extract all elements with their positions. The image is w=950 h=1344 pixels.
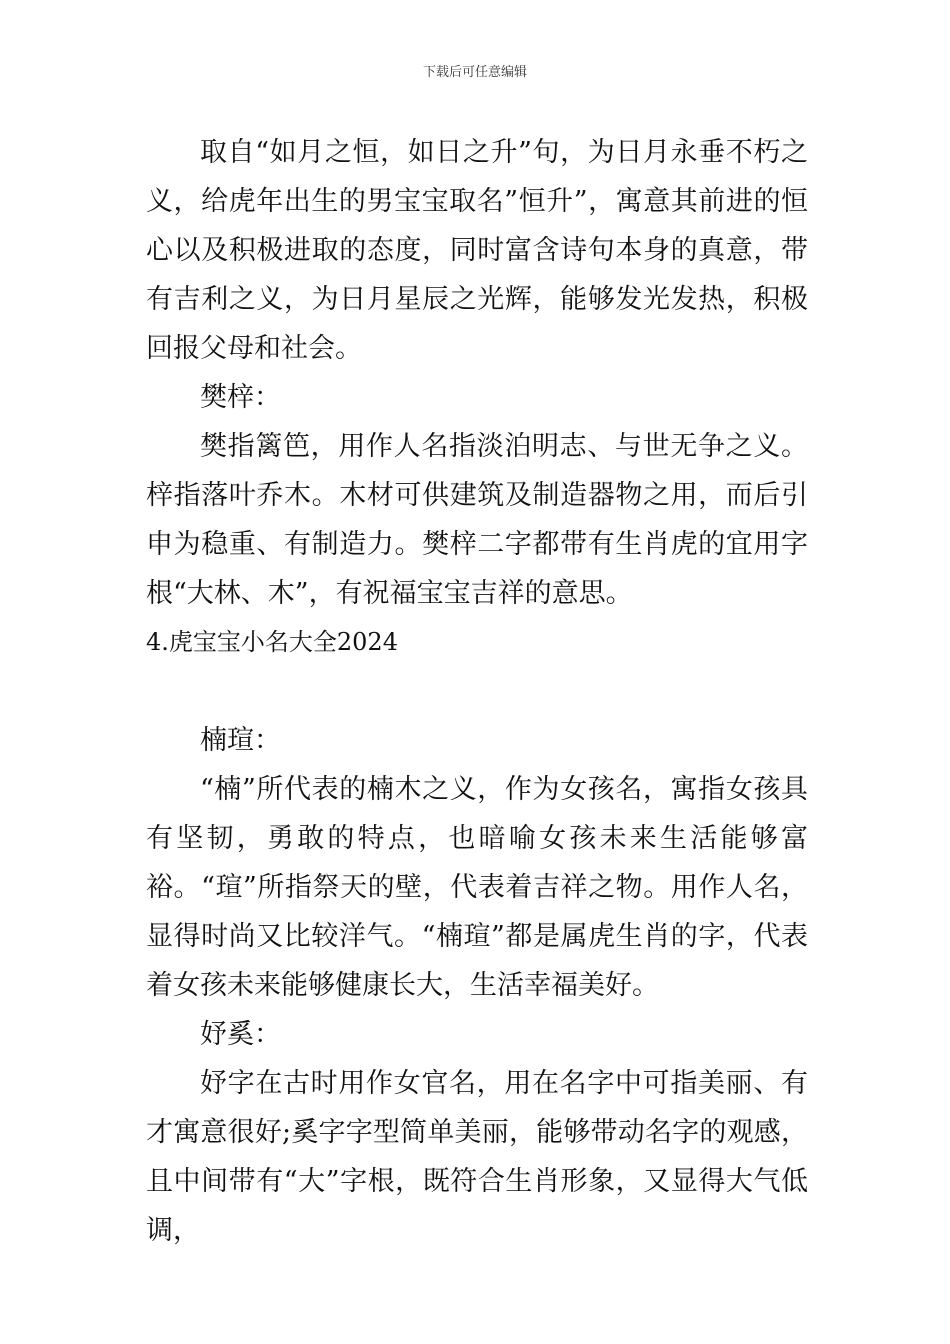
name-label-fanzi: 樊梓： [200, 382, 281, 413]
paragraph-nanxuan-meaning: “楠”所代表的楠木之义，作为女孩名，寓指女孩具有坚韧，勇敢的特点，也暗喻女孩未来生活能够富裕。“瑄”所指祭天的壁，代表着吉祥之物。用作人名，显得时尚又比较洋气。“楠瑄”都是属虎生肖的字，代表着女孩未来能够健康长大，生活幸福美好。 [146, 774, 808, 1001]
name-label-nanxuan: 楠瑄： [200, 725, 281, 756]
paragraph-fanzi-meaning: 樊指篱笆，用作人名指淡泊明志、与世无争之义。梓指落叶乔木。木材可供建筑及制造器物之用，而后引申为稳重、有制造力。樊梓二字都带有生肖虎的宜用字根“大林、木”，有祝福宝宝吉祥的意思。 [146, 431, 808, 609]
blank-line [146, 667, 808, 716]
name-label-yuxi: 妤奚： [200, 1019, 281, 1050]
paragraph-hengsheng-meaning: 取自“如月之恒，如日之升”句，为日月永垂不朽之义，给虎年出生的男宝宝取名”恒升”，寓意其前进的恒心以及积极进取的态度，同时富含诗句本身的真意，带有吉利之义，为日月星辰之光辉，能够发光发热，积极回报父母和社会。 [146, 137, 808, 364]
paragraph-yuxi-meaning: 妤字在古时用作女官名，用在名字中可指美丽、有才寓意很好;奚字字型简单美丽，能够带动名字的观感，且中间带有“大”字根，既符合生肖形象，又显得大气低调， [146, 1068, 808, 1246]
page-header: 下载后可任意编辑 [422, 65, 527, 80]
section-heading: 4.虎宝宝小名大全2024 [146, 628, 398, 656]
document-body [146, 128, 808, 1255]
